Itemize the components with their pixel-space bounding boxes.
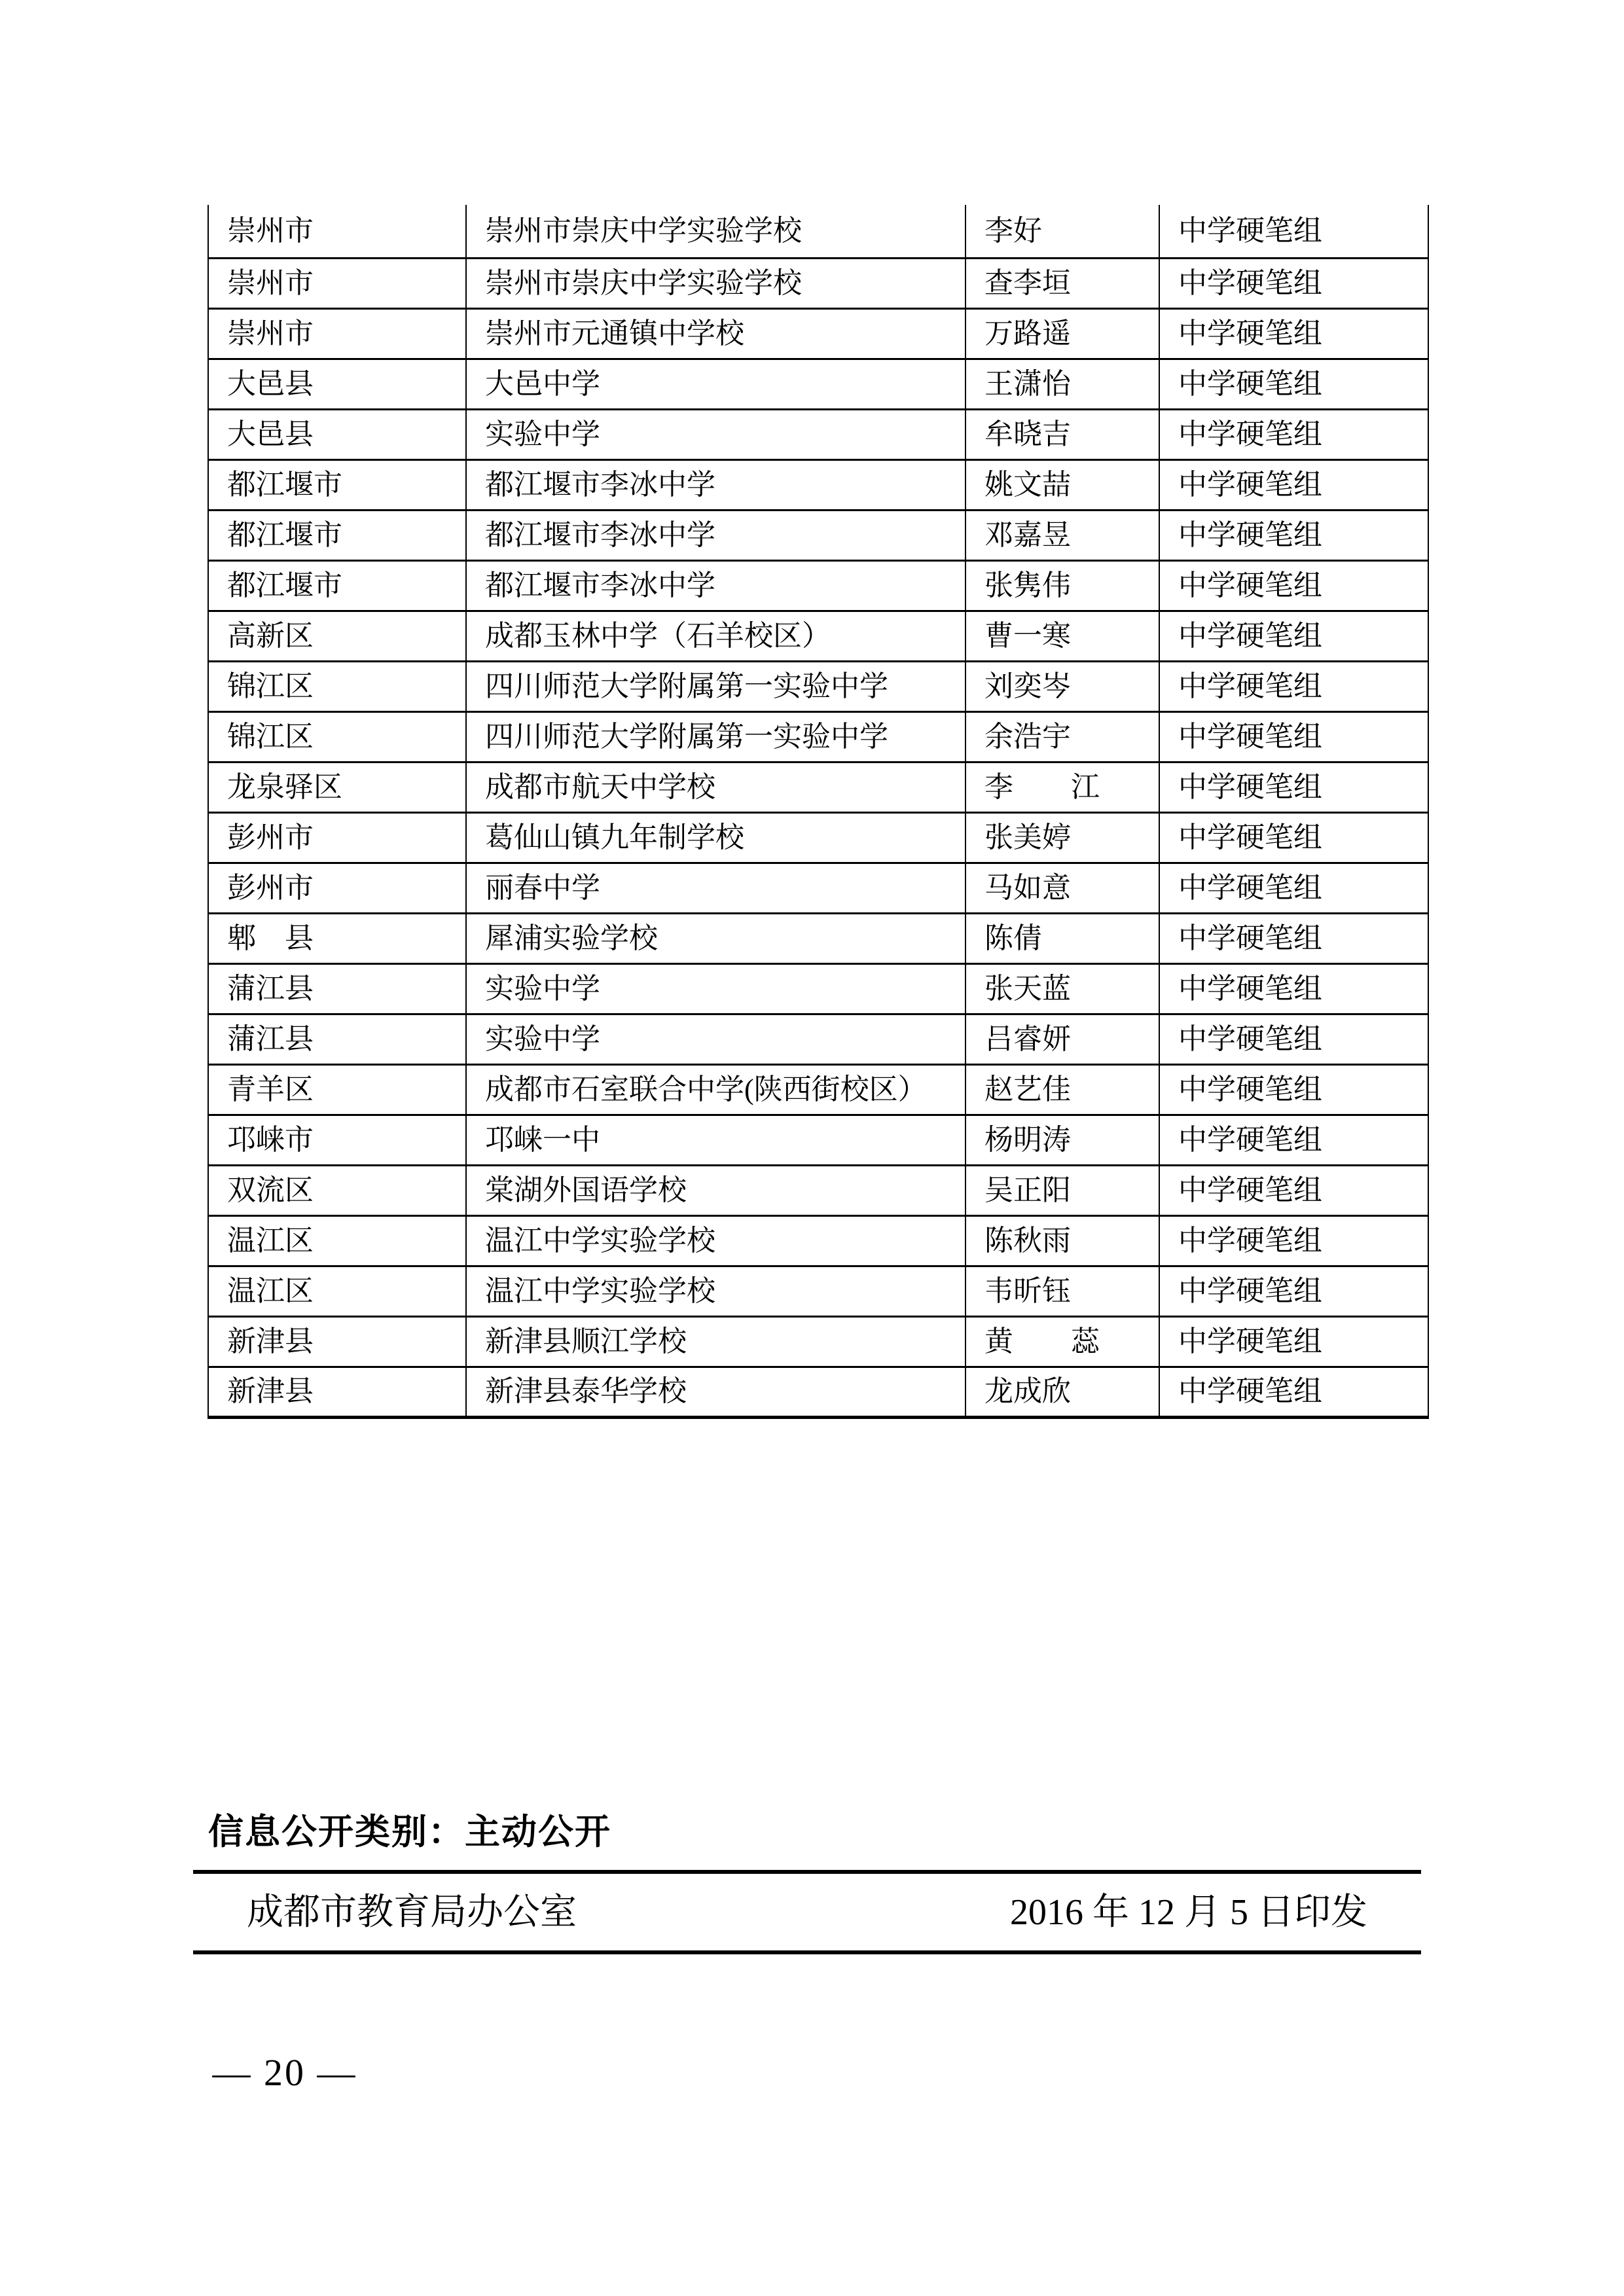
- name-cell: 李 江: [965, 762, 1159, 812]
- name-cell: 黄 蕊: [965, 1316, 1159, 1367]
- table-row: [208, 409, 1428, 459]
- school-cell: 崇州市元通镇中学校: [466, 308, 965, 359]
- group-cell: 中学硬笔组: [1159, 1316, 1428, 1367]
- school-cell: 邛崃一中: [466, 1115, 965, 1165]
- school-cell: 大邑中学: [466, 359, 965, 409]
- district-cell: 蒲江县: [208, 1014, 466, 1064]
- school-cell: 都江堰市李冰中学: [466, 560, 965, 611]
- group-cell: 中学硬笔组: [1159, 863, 1428, 913]
- group-cell: 中学硬笔组: [1159, 661, 1428, 711]
- name-cell: 吴正阳: [965, 1165, 1159, 1215]
- school-cell: 棠湖外国语学校: [466, 1165, 965, 1215]
- name-cell: 韦昕钰: [965, 1266, 1159, 1316]
- table-row: [208, 308, 1428, 359]
- district-cell: 彭州市: [208, 812, 466, 863]
- name-cell: 刘奕岑: [965, 661, 1159, 711]
- group-cell: 中学硬笔组: [1159, 308, 1428, 359]
- name-cell: 邓嘉昱: [965, 510, 1159, 560]
- school-cell: 实验中学: [466, 963, 965, 1014]
- group-cell: 中学硬笔组: [1159, 611, 1428, 661]
- table-row: [208, 1014, 1428, 1064]
- district-cell: 温江区: [208, 1266, 466, 1316]
- district-cell: 锦江区: [208, 661, 466, 711]
- district-cell: 都江堰市: [208, 560, 466, 611]
- table-row: [208, 258, 1428, 308]
- table-row: [208, 913, 1428, 963]
- group-cell: 中学硬笔组: [1159, 1014, 1428, 1064]
- school-cell: 四川师范大学附属第一实验中学: [466, 661, 965, 711]
- name-cell: 曹一寒: [965, 611, 1159, 661]
- table-row: [208, 1266, 1428, 1316]
- district-cell: 郫 县: [208, 913, 466, 963]
- name-cell: 赵艺佳: [965, 1064, 1159, 1115]
- district-cell: 邛崃市: [208, 1115, 466, 1165]
- group-cell: 中学硬笔组: [1159, 560, 1428, 611]
- name-cell: 牟晓吉: [965, 409, 1159, 459]
- group-cell: 中学硬笔组: [1159, 1367, 1428, 1417]
- school-cell: 葛仙山镇九年制学校: [466, 812, 965, 863]
- name-cell: 查李垣: [965, 258, 1159, 308]
- group-cell: 中学硬笔组: [1159, 409, 1428, 459]
- table-row: [208, 1165, 1428, 1215]
- group-cell: 中学硬笔组: [1159, 1064, 1428, 1115]
- school-cell: 实验中学: [466, 409, 965, 459]
- table-row: [208, 1064, 1428, 1115]
- table-row: [208, 863, 1428, 913]
- disclosure-category: 信息公开类别：主动公开: [208, 1812, 611, 1852]
- name-cell: 余浩宇: [965, 711, 1159, 762]
- district-cell: 崇州市: [208, 308, 466, 359]
- table-row: [208, 510, 1428, 560]
- group-cell: 中学硬笔组: [1159, 963, 1428, 1014]
- group-cell: 中学硬笔组: [1159, 913, 1428, 963]
- district-cell: 蒲江县: [208, 963, 466, 1014]
- table-row: [208, 205, 1428, 258]
- school-cell: 都江堰市李冰中学: [466, 510, 965, 560]
- table-row: [208, 560, 1428, 611]
- district-cell: 彭州市: [208, 863, 466, 913]
- group-cell: 中学硬笔组: [1159, 1266, 1428, 1316]
- table-row: [208, 812, 1428, 863]
- school-cell: 四川师范大学附属第一实验中学: [466, 711, 965, 762]
- group-cell: 中学硬笔组: [1159, 459, 1428, 510]
- group-cell: 中学硬笔组: [1159, 205, 1428, 258]
- school-cell: 都江堰市李冰中学: [466, 459, 965, 510]
- name-cell: 陈秋雨: [965, 1215, 1159, 1266]
- table-row: [208, 762, 1428, 812]
- name-cell: 万路遥: [965, 308, 1159, 359]
- district-cell: 大邑县: [208, 409, 466, 459]
- table-row: [208, 711, 1428, 762]
- district-cell: 崇州市: [208, 258, 466, 308]
- name-cell: 吕睿妍: [965, 1014, 1159, 1064]
- school-cell: 丽春中学: [466, 863, 965, 913]
- school-cell: 崇州市崇庆中学实验学校: [466, 258, 965, 308]
- district-cell: 龙泉驿区: [208, 762, 466, 812]
- group-cell: 中学硬笔组: [1159, 762, 1428, 812]
- award-table: [208, 205, 1429, 1419]
- issuing-office-label: 成都市教育局办公室: [247, 1892, 577, 1933]
- district-cell: 双流区: [208, 1165, 466, 1215]
- district-cell: 青羊区: [208, 1064, 466, 1115]
- table-row: [208, 1215, 1428, 1266]
- name-cell: 龙成欣: [965, 1367, 1159, 1417]
- group-cell: 中学硬笔组: [1159, 258, 1428, 308]
- group-cell: 中学硬笔组: [1159, 359, 1428, 409]
- table-row: [208, 1367, 1428, 1417]
- district-cell: 崇州市: [208, 205, 466, 258]
- name-cell: 张天蓝: [965, 963, 1159, 1014]
- colophon-box: [193, 1870, 1421, 1954]
- group-cell: 中学硬笔组: [1159, 510, 1428, 560]
- name-cell: 张美婷: [965, 812, 1159, 863]
- group-cell: 中学硬笔组: [1159, 812, 1428, 863]
- school-cell: 温江中学实验学校: [466, 1266, 965, 1316]
- district-cell: 锦江区: [208, 711, 466, 762]
- table-row: [208, 459, 1428, 510]
- district-cell: 温江区: [208, 1215, 466, 1266]
- table-row: [208, 963, 1428, 1014]
- school-cell: 犀浦实验学校: [466, 913, 965, 963]
- name-cell: 杨明涛: [965, 1115, 1159, 1165]
- district-cell: 都江堰市: [208, 459, 466, 510]
- group-cell: 中学硬笔组: [1159, 1215, 1428, 1266]
- school-cell: 新津县顺江学校: [466, 1316, 965, 1367]
- name-cell: 李好: [965, 205, 1159, 258]
- name-cell: 姚文喆: [965, 459, 1159, 510]
- school-cell: 新津县泰华学校: [466, 1367, 965, 1417]
- table-row: [208, 359, 1428, 409]
- name-cell: 张隽伟: [965, 560, 1159, 611]
- district-cell: 新津县: [208, 1367, 466, 1417]
- district-cell: 都江堰市: [208, 510, 466, 560]
- district-cell: 新津县: [208, 1316, 466, 1367]
- district-cell: 大邑县: [208, 359, 466, 409]
- school-cell: 成都市航天中学校: [466, 762, 965, 812]
- table-row: [208, 1115, 1428, 1165]
- district-cell: 高新区: [208, 611, 466, 661]
- page-number: — 20 —: [212, 2051, 357, 2094]
- group-cell: 中学硬笔组: [1159, 1115, 1428, 1165]
- name-cell: 马如意: [965, 863, 1159, 913]
- school-cell: 温江中学实验学校: [466, 1215, 965, 1266]
- table-row: [208, 611, 1428, 661]
- school-cell: 崇州市崇庆中学实验学校: [466, 205, 965, 258]
- school-cell: 成都市石室联合中学(陕西街校区）: [466, 1064, 965, 1115]
- school-cell: 成都玉林中学（石羊校区）: [466, 611, 965, 661]
- print-date-label: 2016 年 12 月 5 日印发: [1010, 1892, 1367, 1933]
- table-row: [208, 1316, 1428, 1367]
- table-row: [208, 661, 1428, 711]
- group-cell: 中学硬笔组: [1159, 1165, 1428, 1215]
- name-cell: 陈倩: [965, 913, 1159, 963]
- award-table-body: [208, 205, 1428, 1417]
- name-cell: 王潇怡: [965, 359, 1159, 409]
- group-cell: 中学硬笔组: [1159, 711, 1428, 762]
- school-cell: 实验中学: [466, 1014, 965, 1064]
